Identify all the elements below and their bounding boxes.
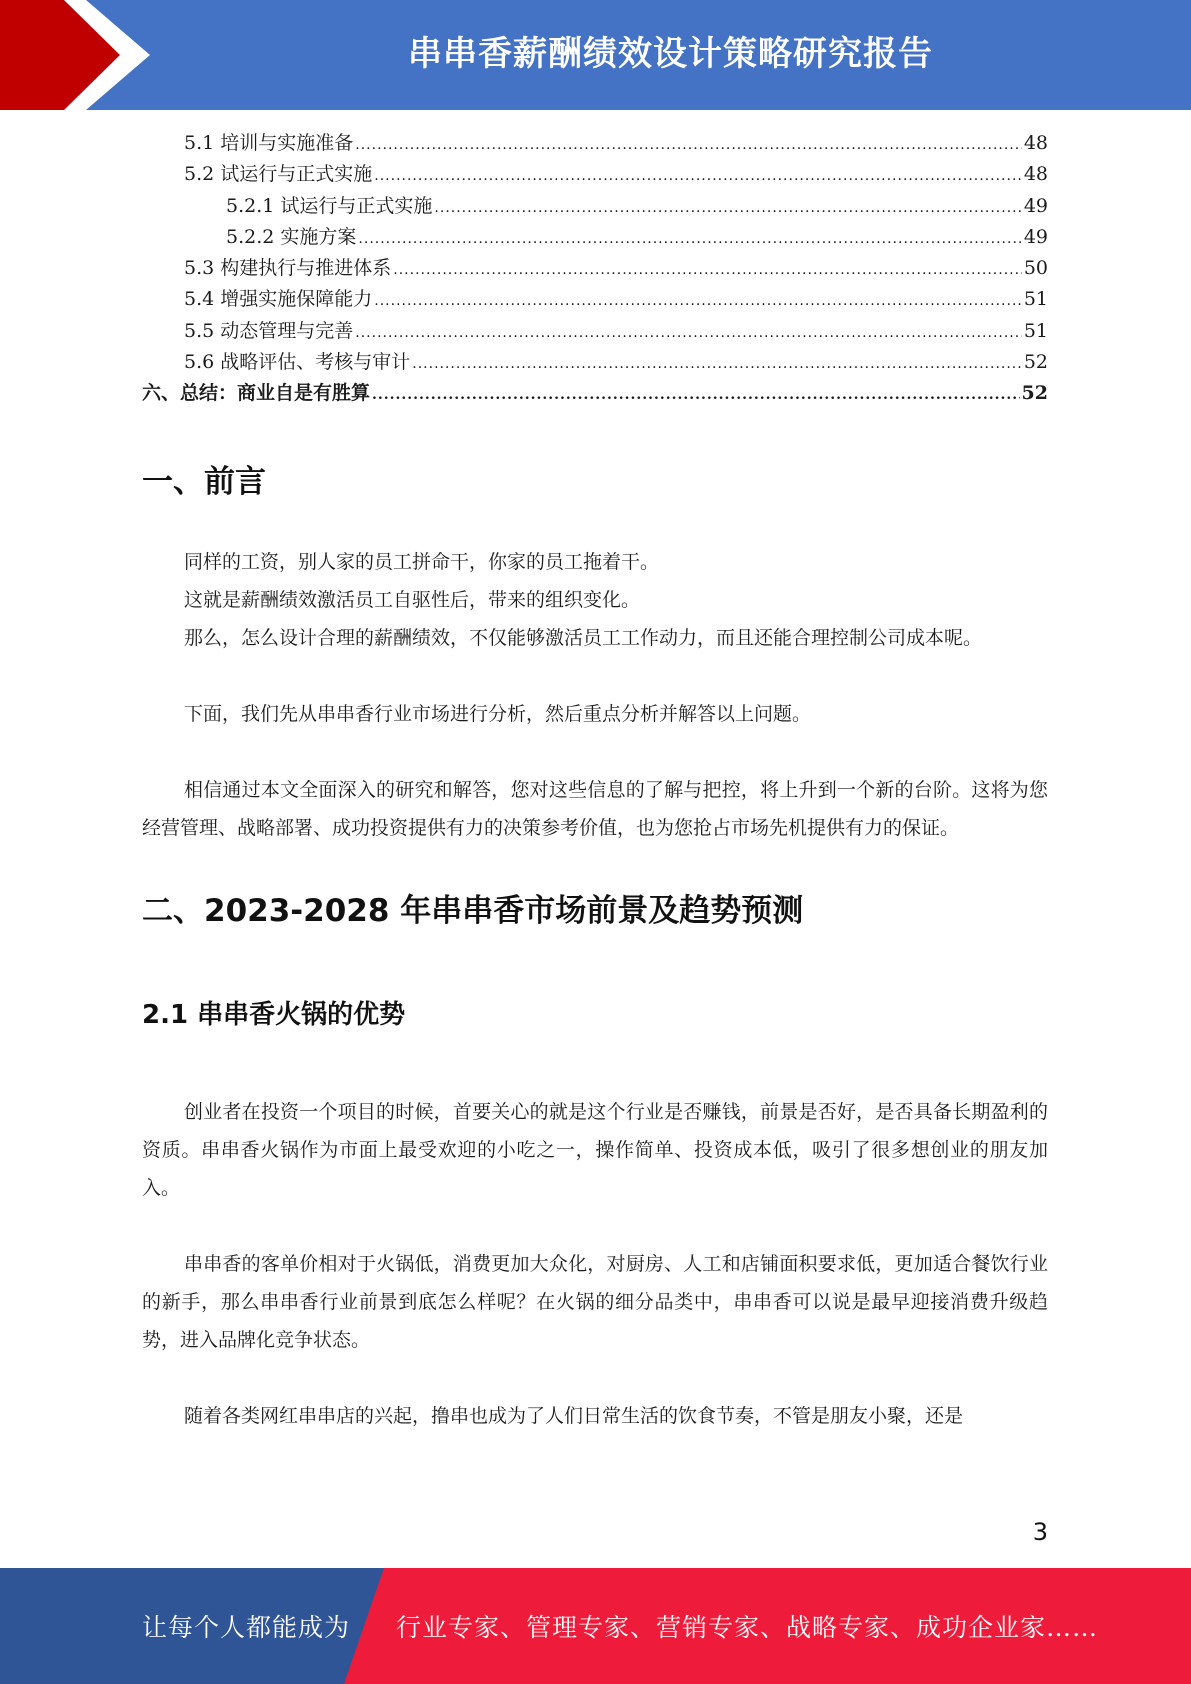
paragraph: 下面，我们先从串串香行业市场进行分析，然后重点分析并解答以上问题。 <box>184 703 812 725</box>
section-heading: 二、2023-2028 年串串香市场前景及趋势预测 <box>142 893 804 929</box>
toc-leader-dots <box>372 380 1020 411</box>
header-chevron-decoration <box>0 0 160 110</box>
toc-page-number: 48 <box>1023 163 1048 186</box>
toc-entry-label: 5.2 试运行与正式实施 <box>184 163 373 186</box>
toc-entry-label: 5.5 动态管理与完善 <box>184 319 354 342</box>
toc-entry[interactable] <box>142 222 1048 253</box>
toc-leader-dots <box>355 130 1022 161</box>
subsection-heading: 2.1 串串香火锅的优势 <box>142 1000 406 1030</box>
toc-page-number: 52 <box>1023 351 1048 374</box>
paragraph: 那么，怎么设计合理的薪酬绩效，不仅能够激活员工工作动力，而且还能合理控制公司成本呢。 <box>184 627 983 649</box>
footer-slogan-left: 让每个人都能成为 <box>142 1613 351 1642</box>
paragraph: 随着各类网红串串店的兴起，撸串也成为了人们日常生活的饮食节奏，不管是朋友小聚，还是 <box>184 1405 964 1427</box>
toc-page-number: 49 <box>1023 194 1048 217</box>
toc-entry[interactable] <box>142 316 1048 347</box>
header-title: 串串香薪酬绩效设计策略研究报告 <box>408 34 933 74</box>
toc-entry[interactable] <box>142 191 1048 222</box>
toc-leader-dots <box>393 255 1022 286</box>
toc-page-number: 51 <box>1023 319 1048 342</box>
toc-page-number: 50 <box>1023 257 1048 280</box>
section-heading: 一、前言 <box>142 464 266 500</box>
table-of-contents <box>142 128 1048 410</box>
paragraph: 同样的工资，别人家的员工拼命干，你家的员工拖着干。 <box>184 551 660 573</box>
paragraph: 这就是薪酬绩效激活员工自驱性后，带来的组织变化。 <box>184 589 641 611</box>
paragraph: 串串香的客单价相对于火锅低，消费更加大众化，对厨房、人工和店铺面积要求低，更加适合餐饮行业的新手，那么串串香行业前景到底怎么样呢？在火锅的细分品类中，串串香可以说是最早迎接消费升级趋势，进入品牌化竞争状态。 <box>142 1253 1048 1351</box>
toc-leader-dots <box>374 161 1022 192</box>
toc-page-number: 48 <box>1023 132 1048 154</box>
toc-leader-dots <box>355 318 1022 349</box>
page-header <box>0 0 1191 110</box>
toc-page-number: 49 <box>1023 225 1048 248</box>
toc-leader-dots <box>412 349 1022 380</box>
toc-entry-label: 六、总结：商业自是有胜算 <box>142 382 371 405</box>
document-body <box>142 440 1048 1435</box>
toc-page-number: 52 <box>1021 382 1048 405</box>
toc-leader-dots <box>434 193 1021 224</box>
toc-entry[interactable] <box>142 159 1048 190</box>
paragraph: 相信通过本文全面深入的研究和解答，您对这些信息的了解与把控，将上升到一个新的台阶。这将为您经营管理、战略部署、成功投资提供有力的决策参考价值，也为您抢占市场先机提供有力的保证。 <box>142 779 1048 839</box>
toc-entry-label: 5.3 构建执行与推进体系 <box>184 257 392 280</box>
toc-entry-label: 5.2.2 实施方案 <box>226 225 357 248</box>
toc-entry-label: 5.1 培训与实施准备 <box>184 132 354 154</box>
toc-entry[interactable] <box>142 378 1048 409</box>
toc-entry-label: 5.2.1 试运行与正式实施 <box>226 194 433 217</box>
footer-slogan-right: 行业专家、管理专家、营销专家、战略专家、成功企业家…… <box>396 1613 1099 1642</box>
toc-entry[interactable] <box>142 347 1048 378</box>
toc-entry[interactable] <box>142 128 1048 159</box>
page-footer <box>0 1568 1191 1684</box>
toc-page-number: 51 <box>1023 288 1048 311</box>
toc-leader-dots <box>358 224 1021 255</box>
page-number: 3 <box>1032 1518 1048 1546</box>
toc-entry[interactable] <box>142 253 1048 284</box>
toc-entry-label: 5.4 增强实施保障能力 <box>184 288 373 311</box>
paragraph: 创业者在投资一个项目的时候，首要关心的就是这个行业是否赚钱，前景是否好，是否具备长期盈利的资质。串串香火锅作为市面上最受欢迎的小吃之一，操作简单、投资成本低，吸引了很多想创业的朋友加入。 <box>142 1101 1048 1199</box>
toc-entry[interactable] <box>142 284 1048 315</box>
toc-entry-label: 5.6 战略评估、考核与审计 <box>184 351 411 374</box>
toc-leader-dots <box>374 286 1022 317</box>
